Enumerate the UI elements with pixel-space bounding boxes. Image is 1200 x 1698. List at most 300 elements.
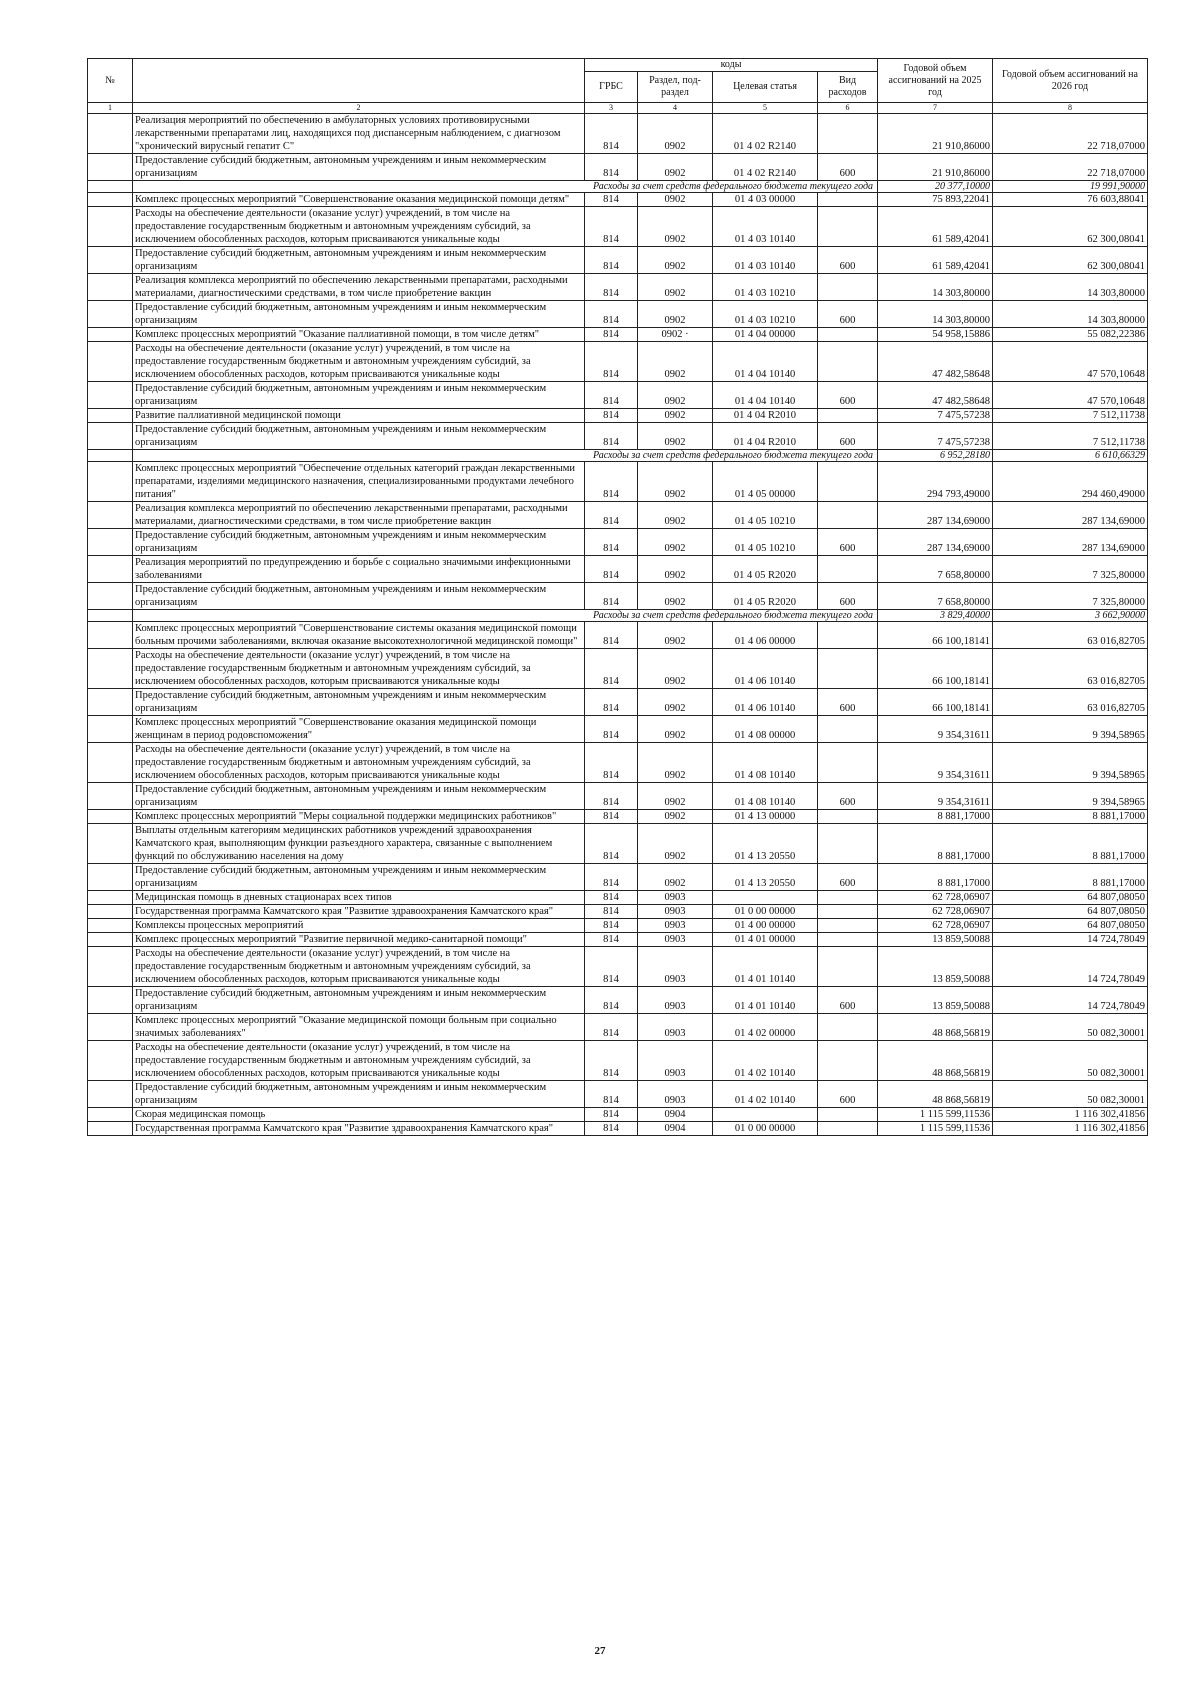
- razdel-code: 0903: [638, 933, 713, 947]
- grbs-code: 814: [585, 1081, 638, 1108]
- expense-type-code: 600: [818, 529, 878, 556]
- razdel-code: 0902: [638, 154, 713, 181]
- razdel-code: 0902: [638, 824, 713, 864]
- amount-2025: 47 482,58648: [878, 382, 993, 409]
- target-article-code: 01 4 13 20550: [713, 864, 818, 891]
- grbs-code: 814: [585, 649, 638, 689]
- razdel-code: 0902: [638, 529, 713, 556]
- table-row: [88, 824, 1148, 864]
- grbs-code: 814: [585, 556, 638, 583]
- row-name: Предоставление субсидий бюджетным, автономным учреждениям и иным некоммерческим организациям: [133, 864, 585, 891]
- razdel-code: 0902: [638, 556, 713, 583]
- grbs-code: 814: [585, 409, 638, 423]
- table-row: [88, 583, 1148, 610]
- row-name: Реализация комплекса мероприятий по обеспечению лекарственными препаратами, расходными материалами, диагностическими средствами, в том числе приобретение вакцин: [133, 274, 585, 301]
- grbs-code: 814: [585, 529, 638, 556]
- row-name: Расходы на обеспечение деятельности (оказание услуг) учреждений, в том числе на предоставление государственным бюджетным и автономным учреждениям субсидий, за исключением обособленных расходов, которым присваиваются уникальные коды: [133, 743, 585, 783]
- expense-type-code: [818, 947, 878, 987]
- grbs-code: 814: [585, 1041, 638, 1081]
- grbs-code: 814: [585, 905, 638, 919]
- row-number-cell: [88, 556, 133, 583]
- amount-2026: 64 807,08050: [993, 891, 1148, 905]
- target-article-code: 01 0 00 00000: [713, 1122, 818, 1136]
- grbs-code: 814: [585, 891, 638, 905]
- row-number-cell: [88, 181, 133, 193]
- target-article-code: 01 4 08 00000: [713, 716, 818, 743]
- grbs-code: 814: [585, 328, 638, 342]
- target-article-code: 01 4 05 R2020: [713, 556, 818, 583]
- row-number-cell: [88, 689, 133, 716]
- expense-type-code: 600: [818, 783, 878, 810]
- row-number-cell: [88, 274, 133, 301]
- target-article-code: 01 4 02 00000: [713, 1014, 818, 1041]
- amount-2026: 62 300,08041: [993, 207, 1148, 247]
- amount-2025: 7 658,80000: [878, 556, 993, 583]
- row-number-cell: [88, 824, 133, 864]
- amount-2025: 287 134,69000: [878, 502, 993, 529]
- row-name: Предоставление субсидий бюджетным, автономным учреждениям и иным некоммерческим организациям: [133, 382, 585, 409]
- row-name: Предоставление субсидий бюджетным, автономным учреждениям и иным некоммерческим организациям: [133, 783, 585, 810]
- page-number: 27: [594, 1645, 606, 1657]
- razdel-code: 0902: [638, 382, 713, 409]
- amount-2025: 7 658,80000: [878, 583, 993, 610]
- amount-2026: 63 016,82705: [993, 689, 1148, 716]
- expense-type-code: 600: [818, 864, 878, 891]
- razdel-code: 0902: [638, 274, 713, 301]
- razdel-code: 0904: [638, 1122, 713, 1136]
- table-row: [88, 328, 1148, 342]
- target-article-code: 01 4 08 10140: [713, 743, 818, 783]
- razdel-code: 0902: [638, 207, 713, 247]
- row-name: Реализация мероприятий по обеспечению в амбулаторных условиях противовирусными лекарственными препаратами лиц, находящихся под диспансерным наблюдением, с диагнозом "хронический вирусный гепатит С": [133, 114, 585, 154]
- amount-2026: 47 570,10648: [993, 382, 1148, 409]
- amount-2025: 8 881,17000: [878, 824, 993, 864]
- header-name: [133, 59, 585, 103]
- target-article-code: 01 4 05 10210: [713, 529, 818, 556]
- row-name: Комплекс процессных мероприятий "Совершенствование системы оказания медицинской помощи больным прочими заболеваниями, включая оказание высокотехнологичной медицинской помощи": [133, 622, 585, 649]
- grbs-code: 814: [585, 987, 638, 1014]
- expense-type-code: [818, 1122, 878, 1136]
- target-article-code: 01 4 06 10140: [713, 689, 818, 716]
- expense-type-code: 600: [818, 382, 878, 409]
- amount-2026: 6 610,66329: [993, 450, 1148, 462]
- razdel-code: 0903: [638, 905, 713, 919]
- amount-2026: 47 570,10648: [993, 342, 1148, 382]
- grbs-code: 814: [585, 622, 638, 649]
- amount-2026: 7 325,80000: [993, 583, 1148, 610]
- table-row: [88, 193, 1148, 207]
- row-name: Расходы на обеспечение деятельности (оказание услуг) учреждений, в том числе на предоставление государственным бюджетным и автономным учреждениям субсидий, за исключением обособленных расходов, которым присваиваются уникальные коды: [133, 649, 585, 689]
- row-name: Расходы на обеспечение деятельности (оказание услуг) учреждений, в том числе на предоставление государственным бюджетным и автономным учреждениям субсидий, за исключением обособленных расходов, которым присваиваются уникальные коды: [133, 1041, 585, 1081]
- grbs-code: 814: [585, 947, 638, 987]
- table-row: [88, 987, 1148, 1014]
- expense-type-code: [818, 207, 878, 247]
- row-name: Расходы за счет средств федерального бюджета текущего года: [133, 181, 878, 193]
- amount-2025: 9 354,31611: [878, 716, 993, 743]
- expense-type-code: 600: [818, 1081, 878, 1108]
- table-row: [88, 114, 1148, 154]
- expense-type-code: 600: [818, 301, 878, 328]
- amount-2026: 19 991,90000: [993, 181, 1148, 193]
- target-article-code: 01 4 04 10140: [713, 342, 818, 382]
- row-name: Предоставление субсидий бюджетным, автономным учреждениям и иным некоммерческим организациям: [133, 1081, 585, 1108]
- header-2026: Годовой объем ассигнований на 2026 год: [993, 59, 1148, 103]
- target-article-code: 01 4 04 00000: [713, 328, 818, 342]
- grbs-code: 814: [585, 462, 638, 502]
- grbs-code: 814: [585, 114, 638, 154]
- amount-2026: 14 724,78049: [993, 947, 1148, 987]
- amount-2026: 22 718,07000: [993, 114, 1148, 154]
- row-number-cell: [88, 529, 133, 556]
- expense-type-code: [818, 891, 878, 905]
- razdel-code: 0903: [638, 919, 713, 933]
- row-name: Расходы за счет средств федерального бюджета текущего года: [133, 610, 878, 622]
- expense-type-code: [818, 462, 878, 502]
- amount-2026: 14 724,78049: [993, 933, 1148, 947]
- amount-2025: 287 134,69000: [878, 529, 993, 556]
- amount-2026: 3 662,90000: [993, 610, 1148, 622]
- amount-2025: 3 829,40000: [878, 610, 993, 622]
- target-article-code: 01 4 02 10140: [713, 1081, 818, 1108]
- amount-2026: 50 082,30001: [993, 1014, 1148, 1041]
- target-article-code: 01 4 03 10210: [713, 274, 818, 301]
- grbs-code: 814: [585, 247, 638, 274]
- table-row: [88, 556, 1148, 583]
- razdel-code: 0902: [638, 583, 713, 610]
- row-name: Выплаты отдельным категориям медицинских работников учреждений здравоохранения Камчатского края, выполняющим функции разъездного характера, связанные с выполнением функций по обслуживанию населения на дому: [133, 824, 585, 864]
- expense-type-code: [818, 622, 878, 649]
- grbs-code: 814: [585, 207, 638, 247]
- table-row: [88, 207, 1148, 247]
- target-article-code: 01 4 02 R2140: [713, 154, 818, 181]
- row-name: Комплекс процессных мероприятий "Оказание паллиативной помощи, в том числе детям": [133, 328, 585, 342]
- razdel-code: 0903: [638, 987, 713, 1014]
- row-number-cell: [88, 583, 133, 610]
- amount-2025: 66 100,18141: [878, 622, 993, 649]
- target-article-code: 01 4 13 20550: [713, 824, 818, 864]
- amount-2025: 8 881,17000: [878, 864, 993, 891]
- expense-type-code: 600: [818, 423, 878, 450]
- amount-2026: 1 116 302,41856: [993, 1108, 1148, 1122]
- expense-type-code: [818, 933, 878, 947]
- amount-2026: 294 460,49000: [993, 462, 1148, 502]
- grbs-code: 814: [585, 1014, 638, 1041]
- row-number-cell: [88, 987, 133, 1014]
- amount-2026: 8 881,17000: [993, 824, 1148, 864]
- target-article-code: 01 4 08 10140: [713, 783, 818, 810]
- row-number-cell: [88, 462, 133, 502]
- target-article-code: 01 4 01 10140: [713, 987, 818, 1014]
- row-number-cell: [88, 905, 133, 919]
- amount-2025: 66 100,18141: [878, 689, 993, 716]
- amount-2026: 64 807,08050: [993, 919, 1148, 933]
- amount-2026: 1 116 302,41856: [993, 1122, 1148, 1136]
- grbs-code: 814: [585, 301, 638, 328]
- grbs-code: 814: [585, 824, 638, 864]
- table-row: [88, 1041, 1148, 1081]
- row-name: Предоставление субсидий бюджетным, автономным учреждениям и иным некоммерческим организациям: [133, 529, 585, 556]
- table-row: [88, 409, 1148, 423]
- razdel-code: 0902: [638, 864, 713, 891]
- expense-type-code: [818, 1041, 878, 1081]
- column-number: 8: [993, 103, 1148, 114]
- target-article-code: 01 4 04 R2010: [713, 423, 818, 450]
- amount-2025: 1 115 599,11536: [878, 1108, 993, 1122]
- razdel-code: 0903: [638, 1041, 713, 1081]
- row-number-cell: [88, 328, 133, 342]
- header-no: №: [88, 59, 133, 103]
- row-name: Предоставление субсидий бюджетным, автономным учреждениям и иным некоммерческим организациям: [133, 987, 585, 1014]
- target-article-code: 01 4 01 00000: [713, 933, 818, 947]
- grbs-code: 814: [585, 689, 638, 716]
- budget-table-sheet: [87, 58, 1147, 1136]
- column-number: 4: [638, 103, 713, 114]
- expense-type-code: [818, 556, 878, 583]
- razdel-code: 0902: [638, 193, 713, 207]
- amount-2026: 50 082,30001: [993, 1081, 1148, 1108]
- table-row: [88, 743, 1148, 783]
- row-number-cell: [88, 947, 133, 987]
- target-article-code: [713, 1108, 818, 1122]
- amount-2026: 22 718,07000: [993, 154, 1148, 181]
- expense-type-code: [818, 716, 878, 743]
- row-name: Предоставление субсидий бюджетным, автономным учреждениям и иным некоммерческим организациям: [133, 423, 585, 450]
- table-row: [88, 301, 1148, 328]
- amount-2026: 64 807,08050: [993, 905, 1148, 919]
- expense-type-code: [818, 919, 878, 933]
- row-number-cell: [88, 610, 133, 622]
- table-row: [88, 247, 1148, 274]
- target-article-code: 01 4 04 R2010: [713, 409, 818, 423]
- expense-type-code: [818, 1014, 878, 1041]
- row-number-cell: [88, 301, 133, 328]
- amount-2026: 9 394,58965: [993, 783, 1148, 810]
- grbs-code: 814: [585, 382, 638, 409]
- header-grbs: ГРБС: [585, 72, 638, 103]
- amount-2025: 48 868,56819: [878, 1041, 993, 1081]
- expense-type-code: 600: [818, 154, 878, 181]
- expense-type-code: 600: [818, 583, 878, 610]
- expense-type-code: [818, 328, 878, 342]
- row-name: Предоставление субсидий бюджетным, автономным учреждениям и иным некоммерческим организациям: [133, 689, 585, 716]
- target-article-code: 01 4 06 00000: [713, 622, 818, 649]
- amount-2026: 14 303,80000: [993, 274, 1148, 301]
- header-column-numbers: [88, 103, 1148, 114]
- amount-2025: 62 728,06907: [878, 891, 993, 905]
- federal-budget-row: [88, 181, 1148, 193]
- table-row: [88, 529, 1148, 556]
- amount-2025: 13 859,50088: [878, 947, 993, 987]
- razdel-code: 0902: [638, 409, 713, 423]
- amount-2025: 61 589,42041: [878, 207, 993, 247]
- row-name: Реализация мероприятий по предупреждению и борьбе с социально значимыми инфекционными заболеваниями: [133, 556, 585, 583]
- row-number-cell: [88, 247, 133, 274]
- grbs-code: 814: [585, 864, 638, 891]
- table-row: [88, 689, 1148, 716]
- expense-type-code: 600: [818, 247, 878, 274]
- razdel-code: 0902: [638, 783, 713, 810]
- column-number: 1: [88, 103, 133, 114]
- table-row: [88, 919, 1148, 933]
- target-article-code: 01 4 04 10140: [713, 382, 818, 409]
- razdel-code: 0902 ·: [638, 328, 713, 342]
- table-row: [88, 1122, 1148, 1136]
- row-name: Комплекс процессных мероприятий "Совершенствование оказания медицинской помощи женщинам в период родовспоможения": [133, 716, 585, 743]
- column-number: 2: [133, 103, 585, 114]
- column-number: 6: [818, 103, 878, 114]
- row-name: Расходы на обеспечение деятельности (оказание услуг) учреждений, в том числе на предоставление государственным бюджетным и автономным учреждениям субсидий, за исключением обособленных расходов, которым присваиваются уникальные коды: [133, 947, 585, 987]
- amount-2025: 7 475,57238: [878, 409, 993, 423]
- target-article-code: 01 4 01 10140: [713, 947, 818, 987]
- grbs-code: 814: [585, 193, 638, 207]
- row-name: Комплекс процессных мероприятий "Меры социальной поддержки медицинских работников": [133, 810, 585, 824]
- amount-2026: 287 134,69000: [993, 502, 1148, 529]
- row-name: Реализация комплекса мероприятий по обеспечению лекарственными препаратами, расходными материалами, диагностическими средствами, в том числе приобретение вакцин: [133, 502, 585, 529]
- amount-2026: 50 082,30001: [993, 1041, 1148, 1081]
- row-number-cell: [88, 409, 133, 423]
- amount-2025: 61 589,42041: [878, 247, 993, 274]
- row-number-cell: [88, 810, 133, 824]
- row-number-cell: [88, 502, 133, 529]
- expense-type-code: 600: [818, 689, 878, 716]
- razdel-code: 0902: [638, 743, 713, 783]
- amount-2025: 13 859,50088: [878, 933, 993, 947]
- amount-2025: 8 881,17000: [878, 810, 993, 824]
- row-number-cell: [88, 864, 133, 891]
- row-number-cell: [88, 783, 133, 810]
- table-row: [88, 810, 1148, 824]
- razdel-code: 0902: [638, 689, 713, 716]
- row-name: Скорая медицинская помощь: [133, 1108, 585, 1122]
- table-row: [88, 423, 1148, 450]
- razdel-code: 0903: [638, 891, 713, 905]
- amount-2026: 7 512,11738: [993, 423, 1148, 450]
- table-row: [88, 649, 1148, 689]
- grbs-code: 814: [585, 583, 638, 610]
- budget-table: [87, 58, 1148, 1136]
- row-number-cell: [88, 933, 133, 947]
- table-row: [88, 1108, 1148, 1122]
- amount-2026: 14 303,80000: [993, 301, 1148, 328]
- amount-2026: 14 724,78049: [993, 987, 1148, 1014]
- expense-type-code: [818, 905, 878, 919]
- row-number-cell: [88, 154, 133, 181]
- expense-type-code: [818, 409, 878, 423]
- grbs-code: 814: [585, 716, 638, 743]
- amount-2025: 9 354,31611: [878, 783, 993, 810]
- expense-type-code: [818, 502, 878, 529]
- target-article-code: 01 4 00 00000: [713, 919, 818, 933]
- amount-2025: 14 303,80000: [878, 274, 993, 301]
- header-celevaya: Целевая статья: [713, 72, 818, 103]
- table-row: [88, 622, 1148, 649]
- row-name: Развитие паллиативной медицинской помощи: [133, 409, 585, 423]
- table-row: [88, 905, 1148, 919]
- grbs-code: 814: [585, 154, 638, 181]
- header-vid: Вид расходов: [818, 72, 878, 103]
- amount-2026: 62 300,08041: [993, 247, 1148, 274]
- table-row: [88, 502, 1148, 529]
- row-name: Предоставление субсидий бюджетным, автономным учреждениям и иным некоммерческим организациям: [133, 301, 585, 328]
- amount-2025: 54 958,15886: [878, 328, 993, 342]
- table-row: [88, 1081, 1148, 1108]
- table-row: [88, 382, 1148, 409]
- target-article-code: 01 4 03 10210: [713, 301, 818, 328]
- row-name: Медицинская помощь в дневных стационарах всех типов: [133, 891, 585, 905]
- row-number-cell: [88, 622, 133, 649]
- target-article-code: 01 0 00 00000: [713, 905, 818, 919]
- table-row: [88, 864, 1148, 891]
- expense-type-code: [818, 810, 878, 824]
- target-article-code: 01 4 13 00000: [713, 810, 818, 824]
- amount-2025: 294 793,49000: [878, 462, 993, 502]
- razdel-code: 0902: [638, 810, 713, 824]
- razdel-code: 0902: [638, 462, 713, 502]
- row-number-cell: [88, 649, 133, 689]
- grbs-code: 814: [585, 933, 638, 947]
- razdel-code: 0903: [638, 1014, 713, 1041]
- target-article-code: 01 4 03 00000: [713, 193, 818, 207]
- row-number-cell: [88, 423, 133, 450]
- amount-2026: 9 394,58965: [993, 743, 1148, 783]
- amount-2026: 76 603,88041: [993, 193, 1148, 207]
- column-number: 7: [878, 103, 993, 114]
- target-article-code: 01 4 05 00000: [713, 462, 818, 502]
- row-name: Комплекс процессных мероприятий "Обеспечение отдельных категорий граждан лекарственными препаратами, изделиями медицинского назначения, специализированными продуктами лечебного питания": [133, 462, 585, 502]
- target-article-code: [713, 891, 818, 905]
- amount-2025: 48 868,56819: [878, 1081, 993, 1108]
- row-name: Расходы на обеспечение деятельности (оказание услуг) учреждений, в том числе на предоставление государственным бюджетным и автономным учреждениям субсидий, за исключением обособленных расходов, которым присваиваются уникальные коды: [133, 342, 585, 382]
- amount-2025: 62 728,06907: [878, 919, 993, 933]
- razdel-code: 0902: [638, 622, 713, 649]
- table-row: [88, 933, 1148, 947]
- amount-2025: 48 868,56819: [878, 1014, 993, 1041]
- row-number-cell: [88, 716, 133, 743]
- amount-2025: 62 728,06907: [878, 905, 993, 919]
- row-name: Государственная программа Камчатского края "Развитие здравоохранения Камчатского края": [133, 905, 585, 919]
- grbs-code: 814: [585, 783, 638, 810]
- grbs-code: 814: [585, 502, 638, 529]
- amount-2026: 8 881,17000: [993, 864, 1148, 891]
- razdel-code: 0902: [638, 342, 713, 382]
- razdel-code: 0902: [638, 423, 713, 450]
- razdel-code: 0904: [638, 1108, 713, 1122]
- razdel-code: 0903: [638, 1081, 713, 1108]
- expense-type-code: [818, 193, 878, 207]
- table-row: [88, 462, 1148, 502]
- expense-type-code: 600: [818, 987, 878, 1014]
- target-article-code: 01 4 06 10140: [713, 649, 818, 689]
- row-name: Комплекс процессных мероприятий "Совершенствование оказания медицинской помощи детям": [133, 193, 585, 207]
- table-row: [88, 783, 1148, 810]
- grbs-code: 814: [585, 810, 638, 824]
- razdel-code: 0902: [638, 716, 713, 743]
- amount-2026: 7 512,11738: [993, 409, 1148, 423]
- amount-2026: 287 134,69000: [993, 529, 1148, 556]
- expense-type-code: [818, 274, 878, 301]
- amount-2025: 75 893,22041: [878, 193, 993, 207]
- row-number-cell: [88, 342, 133, 382]
- amount-2026: 7 325,80000: [993, 556, 1148, 583]
- row-number-cell: [88, 919, 133, 933]
- table-row: [88, 154, 1148, 181]
- row-number-cell: [88, 1081, 133, 1108]
- expense-type-code: [818, 649, 878, 689]
- row-number-cell: [88, 743, 133, 783]
- razdel-code: 0903: [638, 947, 713, 987]
- row-name: Государственная программа Камчатского края "Развитие здравоохранения Камчатского края": [133, 1122, 585, 1136]
- amount-2026: 63 016,82705: [993, 649, 1148, 689]
